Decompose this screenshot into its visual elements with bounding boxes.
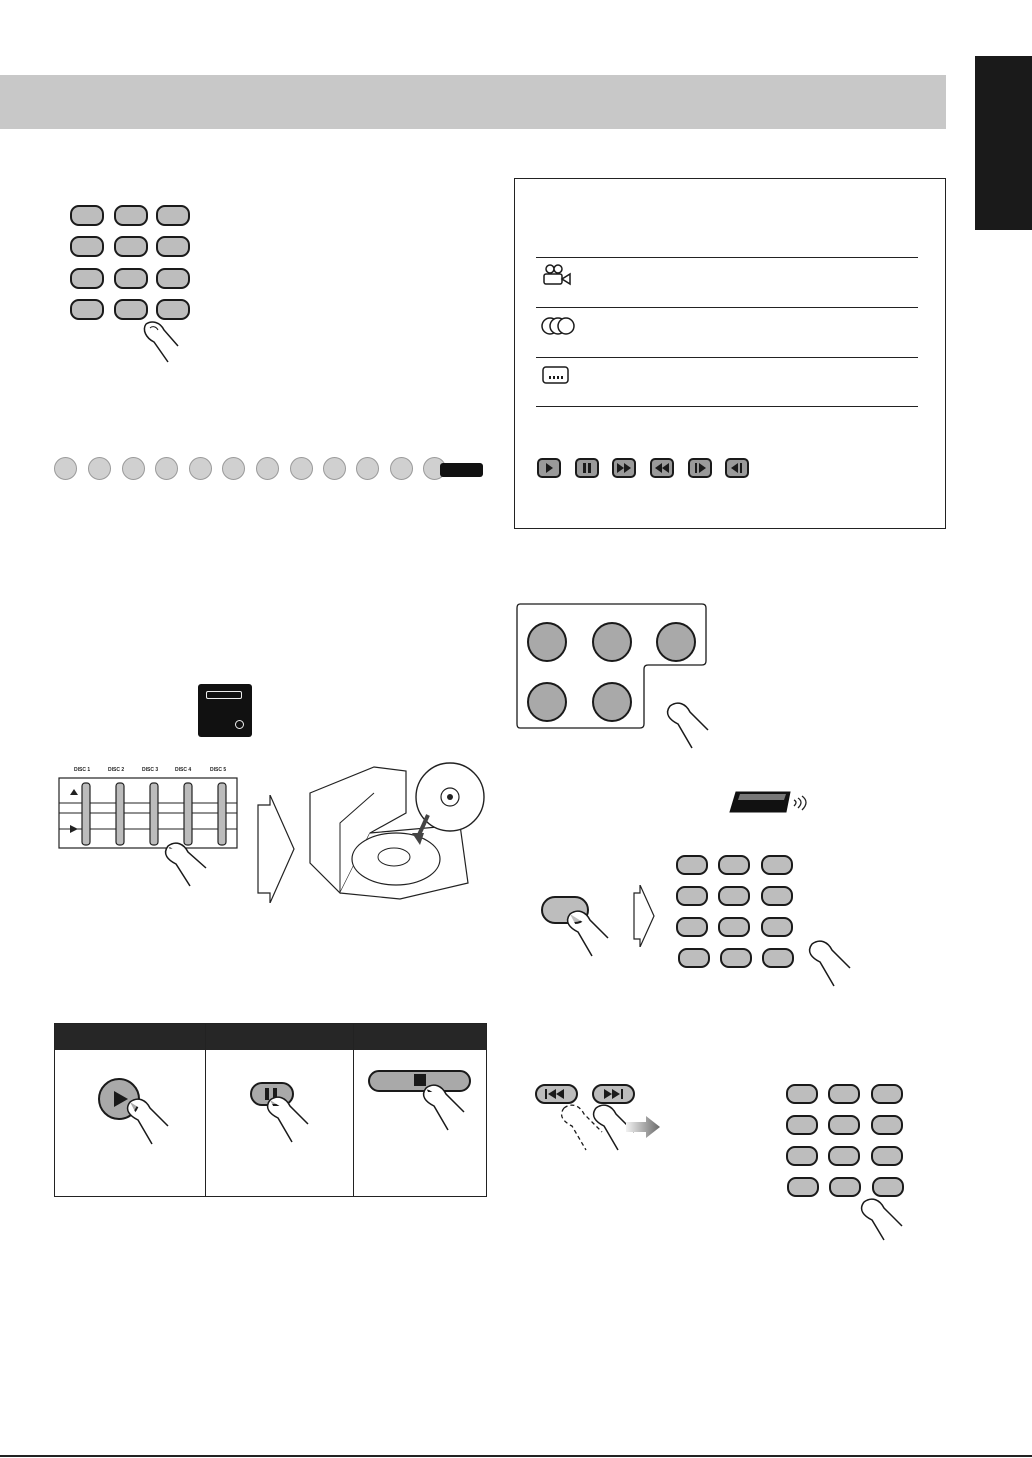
keypad-key[interactable] [156, 299, 190, 320]
finger-icon [662, 700, 718, 752]
format-dot [122, 457, 145, 480]
format-badge [440, 463, 483, 477]
subtitle-icon [541, 365, 571, 385]
skip-next-icon [594, 1086, 633, 1102]
arrow-right-icon [256, 795, 296, 903]
format-dot [155, 457, 178, 480]
format-indicator-row [54, 457, 484, 483]
disc-label: DISC 4 [175, 767, 192, 773]
keypad-key[interactable] [70, 205, 104, 226]
keypad-key[interactable] [156, 205, 190, 226]
skip-previous-icon [537, 1086, 576, 1102]
disc-label: DISC 2 [108, 767, 125, 773]
finger-icon [804, 938, 860, 990]
format-dot [356, 457, 379, 480]
audio-language-icon [541, 316, 575, 336]
keypad-key[interactable] [761, 886, 793, 906]
format-dot [323, 457, 346, 480]
keypad-key[interactable] [761, 855, 793, 875]
format-dot [290, 457, 313, 480]
pause-icon [575, 458, 599, 478]
numeric-keypad-bottom-right [786, 1084, 906, 1199]
keypad-key[interactable] [678, 948, 710, 968]
info-rule [536, 257, 918, 258]
keypad-key[interactable] [786, 1146, 818, 1166]
numeric-keypad-middle-right [676, 855, 796, 970]
disc-label: DISC 1 [74, 767, 91, 773]
finger-icon [122, 1096, 178, 1148]
fast-reverse-icon [650, 458, 674, 478]
keypad-key[interactable] [718, 917, 750, 937]
table-divider [353, 1023, 354, 1197]
keypad-key[interactable] [114, 205, 148, 226]
keypad-key[interactable] [70, 268, 104, 289]
unit-button-led [235, 720, 244, 729]
disc-label: DISC 5 [210, 767, 227, 773]
format-dot [54, 457, 77, 480]
arrow-right-icon [632, 885, 656, 947]
format-dot [222, 457, 245, 480]
keypad-key[interactable] [156, 268, 190, 289]
keypad-key[interactable] [114, 268, 148, 289]
info-rule [536, 406, 918, 407]
bottom-rule [0, 1455, 1032, 1457]
keypad-key[interactable] [718, 855, 750, 875]
group-button[interactable] [592, 682, 632, 722]
slow-reverse-icon [725, 458, 749, 478]
keypad-key[interactable] [114, 236, 148, 257]
keypad-key[interactable] [786, 1084, 818, 1104]
keypad-key[interactable] [829, 1177, 861, 1197]
unit-button[interactable] [198, 684, 252, 737]
group-button[interactable] [656, 622, 696, 662]
info-rule [536, 357, 918, 358]
keypad-key[interactable] [718, 886, 750, 906]
keypad-key[interactable] [676, 917, 708, 937]
keypad-key[interactable] [114, 299, 148, 320]
keypad-key[interactable] [872, 1177, 904, 1197]
skip-previous-button[interactable] [535, 1084, 578, 1104]
unit-button-inner [206, 691, 242, 699]
group-button[interactable] [527, 682, 567, 722]
keypad-key[interactable] [676, 886, 708, 906]
fast-forward-icon [612, 458, 636, 478]
section-title-bar [0, 75, 946, 129]
keypad-key[interactable] [871, 1115, 903, 1135]
keypad-key[interactable] [828, 1146, 860, 1166]
language-edge-tab [975, 56, 1032, 230]
keypad-key[interactable] [676, 855, 708, 875]
keypad-key[interactable] [786, 1115, 818, 1135]
camera-angle-icon [541, 264, 573, 286]
play-icon [537, 458, 561, 478]
skip-next-button[interactable] [592, 1084, 635, 1104]
keypad-key[interactable] [871, 1084, 903, 1104]
finger-icon [262, 1094, 318, 1146]
keypad-key[interactable] [828, 1084, 860, 1104]
format-dot [88, 457, 111, 480]
numeric-keypad-top-left [70, 205, 190, 323]
disc-changer-illustration [300, 753, 486, 903]
finger-icon [138, 318, 208, 368]
keypad-key[interactable] [156, 236, 190, 257]
finger-icon [856, 1196, 912, 1244]
format-dot [256, 457, 279, 480]
info-rule [536, 307, 918, 308]
group-button[interactable] [592, 622, 632, 662]
move-right-arrow-icon [626, 1115, 662, 1139]
keypad-key[interactable] [871, 1146, 903, 1166]
keypad-key[interactable] [762, 948, 794, 968]
keypad-key[interactable] [70, 236, 104, 257]
keypad-key[interactable] [70, 299, 104, 320]
group-button[interactable] [527, 622, 567, 662]
slow-forward-icon [688, 458, 712, 478]
keypad-key[interactable] [787, 1177, 819, 1197]
finger-icon [562, 908, 618, 960]
finger-icon [418, 1082, 474, 1134]
keypad-key[interactable] [720, 948, 752, 968]
format-dot [189, 457, 212, 480]
playback-status-icons [537, 458, 757, 480]
remote-signal-icon [726, 788, 822, 820]
table-divider [205, 1023, 206, 1197]
finger-icon [158, 838, 218, 890]
keypad-key[interactable] [761, 917, 793, 937]
keypad-key[interactable] [828, 1115, 860, 1135]
format-dot [390, 457, 413, 480]
disc-label: DISC 3 [142, 767, 159, 773]
